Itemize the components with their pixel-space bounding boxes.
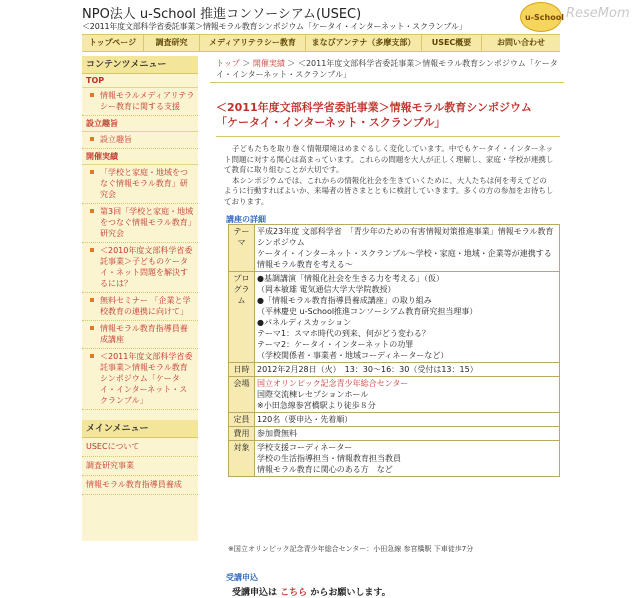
nav-research[interactable]: 調査研究 xyxy=(144,35,200,51)
program-value xyxy=(255,272,560,363)
page-title-line-1: ＜2011年度文部科学省委託事業＞情報モラル教育シンポジウム xyxy=(216,101,532,114)
page-title-line-2: 「ケータイ・インターネット・スクランブル」 xyxy=(216,116,446,129)
target-line: 学校の生活指導担当・情報教育担当教員 xyxy=(257,454,401,463)
table-row xyxy=(229,427,560,441)
detail-heading: 講座の詳細 xyxy=(226,215,266,224)
sidebar-item-result-2[interactable]: 第3回「学校と家庭・地域をつなぐ情報モラル教育」研究会 xyxy=(82,204,198,243)
program-line: ●基調講演「情報化社会を生きる力を考える」（仮） xyxy=(257,274,444,283)
nav-contact[interactable]: お問い合わせ xyxy=(497,38,545,47)
apply-heading: 受講申込 xyxy=(226,573,258,582)
table-row xyxy=(229,225,560,272)
sidebar-item-result-5[interactable]: 情報モラル教育指導員養成講座 xyxy=(82,321,198,349)
target-line: 情報モラル教育に関心のある方 など xyxy=(257,465,393,474)
breadcrumb-results-link[interactable]: 開催実績 xyxy=(252,59,285,68)
program-line: テーマ1：スマホ時代の到来、何がどう変わる？ xyxy=(257,329,430,338)
fee-value: 参加費無料 xyxy=(255,427,560,441)
site-subtitle: ＜2011年度文部科学省委託事業＞情報モラル教育シンポジウム「ケータイ・インターネット・スクランブル」 xyxy=(82,22,467,31)
venue-value xyxy=(255,377,560,413)
program-line: ●「情報モラル教育指導員養成講座」の取り組み xyxy=(257,296,432,305)
logo-text: u-School xyxy=(525,13,564,22)
table-row xyxy=(229,413,560,427)
breadcrumb-current: ＜2011年度文部科学省委託事業＞情報モラル教育シンポジウム「ケータイ・インターネット・スクランブル」 xyxy=(216,59,558,79)
sidebar-category-results[interactable]: 開催実績 xyxy=(82,149,198,165)
sidebar xyxy=(82,56,198,541)
fee-label: 費用 xyxy=(229,427,255,441)
intro-text xyxy=(224,144,554,207)
sidebar-item-about-usec[interactable]: USECについて xyxy=(82,438,198,457)
breadcrumb-separator: ＞ xyxy=(242,59,251,68)
theme-value xyxy=(255,225,560,272)
apply-link[interactable]: こちら xyxy=(280,588,308,598)
table-row xyxy=(229,363,560,377)
venue-label: 会場 xyxy=(229,377,255,413)
sidebar-item-result-4[interactable]: 無料セミナー 「企業と学校教育の連携に向けて」 xyxy=(82,293,198,321)
main-content xyxy=(210,56,564,598)
venue-line: 国際交流棟レセプションホール xyxy=(257,390,369,399)
breadcrumb xyxy=(210,56,564,83)
sidebar-item-result-3[interactable]: ＜2010年度文部科学省委託事業＞子どものケータイ・ネット問題を解決するには？ xyxy=(82,243,198,293)
program-line: テーマ2：ケータイ・インターネットの功罪 xyxy=(257,340,414,349)
sidebar-category-top[interactable]: TOP xyxy=(82,74,198,88)
main-menu-heading: メインメニュー xyxy=(82,420,198,438)
sidebar-item-research-projects[interactable]: 調査研究事業 xyxy=(82,457,198,476)
table-row xyxy=(229,272,560,363)
intro-paragraph-1: 子どもたちを取り巻く情報環境はめまぐるしく変化しています。中でもケータイ・インターネット問題に対する関心は高まっています。これらの問題を大人が正しく理解し、家庭・学校が連携して教育に取り組むことが大切です。 xyxy=(224,144,554,174)
breadcrumb-top-link[interactable]: トップ xyxy=(216,59,240,68)
date-value: 2012年2月28日（火） 13：30〜16：30（受付は13：15） xyxy=(255,363,560,377)
theme-line: 平成23年度 文部科学省 「青少年のための有害情報対策推進事業」情報モラル教育シンポジウム xyxy=(257,227,554,247)
u-school-logo[interactable] xyxy=(520,2,562,32)
page-title xyxy=(216,100,560,130)
nav-top-page[interactable]: トップページ xyxy=(82,35,144,51)
theme-label: テーマ xyxy=(229,225,255,272)
site-title[interactable]: NPO法人 u-School 推進コンソーシアム(USEC) xyxy=(82,7,362,22)
sidebar-item-result-6[interactable]: ＜2011年度文部科学省委託事業＞情報モラル教育シンポジウム「ケータイ・インターネット・スクランブル」 xyxy=(82,349,198,410)
nav-media-literacy[interactable]: メディアリテラシー教育 xyxy=(200,35,306,51)
program-line: （岡本敏雄 電気通信大学大学院教授） xyxy=(257,285,396,294)
sidebar-item-setup[interactable]: 設立趣旨 xyxy=(82,132,198,149)
resemom-watermark: ReseMom xyxy=(566,6,630,21)
program-line: （学校関係者・事業者・地域コーディネーターなど） xyxy=(257,351,449,360)
title-divider xyxy=(216,136,560,137)
target-value xyxy=(255,441,560,477)
apply-line xyxy=(232,585,391,598)
nav-usec-overview[interactable]: USEC概要 xyxy=(422,35,482,51)
sidebar-category-setup[interactable]: 設立趣旨 xyxy=(82,116,198,132)
theme-line: ケータイ・インターネット・スクランブル〜学校・家庭・地域・企業等が連携する情報モラル教育を考える〜 xyxy=(257,249,552,269)
sidebar-item-support[interactable]: 情報モラルメディアリテラシー教育に関する支援 xyxy=(82,88,198,116)
capacity-label: 定員 xyxy=(229,413,255,427)
global-nav xyxy=(82,34,560,52)
contents-menu-heading: コンテンツメニュー xyxy=(82,56,198,74)
venue-link[interactable]: 国立オリンピック記念青少年総合センター xyxy=(257,379,409,388)
site-header xyxy=(0,0,640,34)
intro-paragraph-2: 本シンポジウムでは、これからの情報化社会を生きていくために、大人たちは何を考えてどのように行動すればよいか、来場者の皆さまとともに検討していきます。多くの方の参加をお待ちしております。 xyxy=(224,175,554,206)
program-line: ●パネルディスカッション xyxy=(257,318,352,327)
breadcrumb-separator: ＞ xyxy=(287,59,296,68)
venue-footnote: ※国立オリンピック記念青少年総合センター：小田急線 参宮橋駅 下車徒歩7分 xyxy=(228,545,474,553)
apply-suffix: からお願いします。 xyxy=(310,588,391,598)
nav-manabi-antenna[interactable]: まなびアンテナ（多摩支部） xyxy=(306,35,422,51)
target-line: 学校支援コーディネーター xyxy=(257,443,353,452)
sidebar-item-result-1[interactable]: 「学校と家庭・地域をつなぐ情報モラル教育」研究会 xyxy=(82,165,198,204)
program-line: （平林慶史 u-School推進コンソーシアム教育研究担当理事） xyxy=(257,307,478,316)
sidebar-item-instructor-training[interactable]: 情報モラル教育指導員養成 xyxy=(82,476,198,495)
apply-prefix: 受講申込は xyxy=(232,588,278,598)
table-row xyxy=(229,377,560,413)
venue-line: ※小田急線参宮橋駅より徒歩８分 xyxy=(257,401,376,410)
capacity-value: 120名（要申込・先着順） xyxy=(255,413,560,427)
target-label: 対象 xyxy=(229,441,255,477)
date-label: 日時 xyxy=(229,363,255,377)
program-label: プログラム xyxy=(229,272,255,363)
event-detail-table xyxy=(228,224,560,477)
table-row xyxy=(229,441,560,477)
